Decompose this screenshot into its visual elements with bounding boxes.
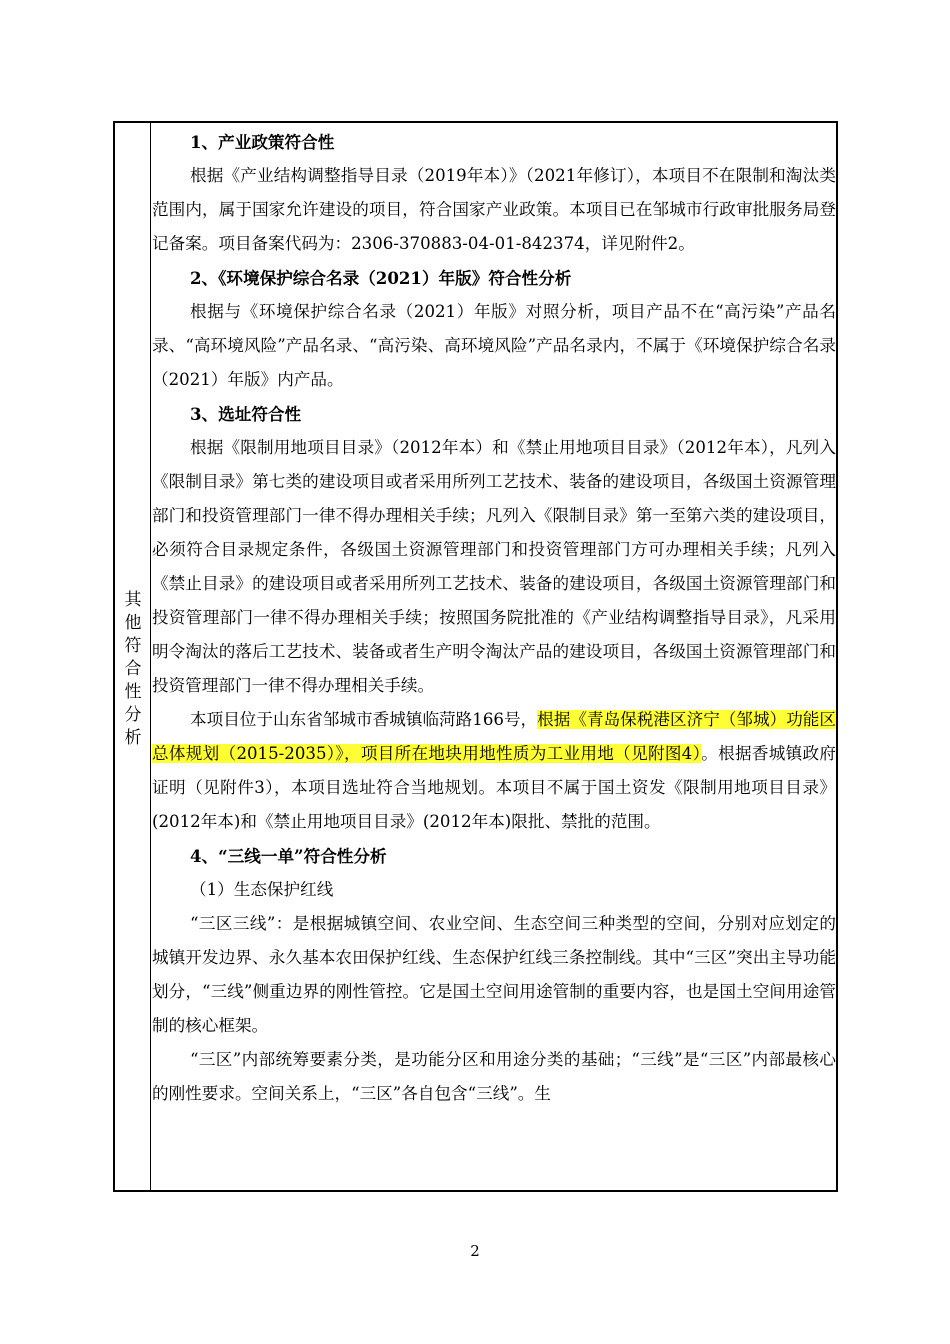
section-3-paragraph-2-tail: 。根据香城镇政府证明（见附件3），本项目选址符合当地规划。本项目不属于国土资发《限制用地项目目录》(2012年本)和《禁止用地项目目录》(2012年本)限批、禁批的范围。	[152, 744, 836, 831]
section-1-paragraph: 根据《产业结构调整指导目录（2019年本）》（2021年修订），本项目不在限制和淘汰类范围内，属于国家允许建设的项目，符合国家产业政策。本项目已在邹城市行政审批服务局登记备案。项目备案代码为：2306-370883-04-01-842374，详见附件2。	[152, 166, 836, 253]
section-4-heading: 4、“三线一单”符合性分析	[190, 846, 387, 866]
section-2-heading: 2、《环境保护综合名录（2021）年版》符合性分析	[190, 268, 572, 288]
section-3-heading: 3、选址符合性	[190, 404, 302, 424]
section-3-paragraph-2	[152, 703, 836, 839]
section-3-paragraph-1: 根据《限制用地项目目录》（2012年本）和《禁止用地项目目录》（2012年本），凡列入《限制目录》第七类的建设项目或者采用所列工艺技术、装备的建设项目，各级国土资源管理部门和投资管理部门一律不得办理相关手续；凡列入《限制目录》第一至第六类的建设项目，必须符合目录规定条件，各级国土资源管理部门和投资管理部门方可办理相关手续；凡列入《禁止目录》的建设项目或者采用所列工艺技术、装备的建设项目，各级国土资源管理部门和投资管理部门一律不得办理相关手续；按照国务院批准的《产业结构调整指导目录》，凡采用明令淘汰的落后工艺技术、装备或者生产明令淘汰产品的建设项目，各级国土资源管理部门和投资管理部门一律不得办理相关手续。	[152, 438, 836, 695]
section-4-paragraph-2: “三区”内部统筹要素分类，是功能分区和用途分类的基础；“三线”是“三区”内部最核心的刚性要求。空间关系上，“三区”各自包含“三线”。生	[152, 1050, 836, 1103]
section-3-paragraph-2-lead: 本项目位于山东省邹城市香城镇临菏路166号，	[190, 710, 538, 729]
section-4-paragraph-1: “三区三线”：是根据城镇空间、农业空间、生态空间三种类型的空间，分别对应划定的城镇开发边界、永久基本农田保护红线、生态保护红线三条控制线。其中“三区”突出主导功能划分，“三线”侧重边界的刚性管控。它是国土空间用途管制的重要内容，也是国土空间用途管制的核心框架。	[152, 914, 836, 1035]
content-cell	[152, 125, 836, 1111]
row-label: 其 他 符 合 性 分 析	[124, 590, 142, 748]
page-number: 2	[470, 1242, 480, 1260]
section-2-paragraph: 根据与《环境保护综合名录（2021）年版》对照分析，项目产品不在“高污染”产品名录、“高环境风险”产品名录、“高污染、高环境风险”产品名录内，不属于《环境保护综合名录（2021）年版》内产品。	[152, 302, 836, 389]
row-label-cell	[115, 123, 151, 1190]
section-4-subheading: （1）生态保护红线	[190, 880, 334, 899]
section-1-heading: 1、产业政策符合性	[190, 132, 335, 152]
highlighted-planning-text: 根据《青岛保税港区济宁（邹城）功能区总体规划（2015-2035）》，项目所在地块用地性质为工业用地（见附图4）	[152, 710, 837, 763]
assessment-table	[113, 121, 838, 1192]
